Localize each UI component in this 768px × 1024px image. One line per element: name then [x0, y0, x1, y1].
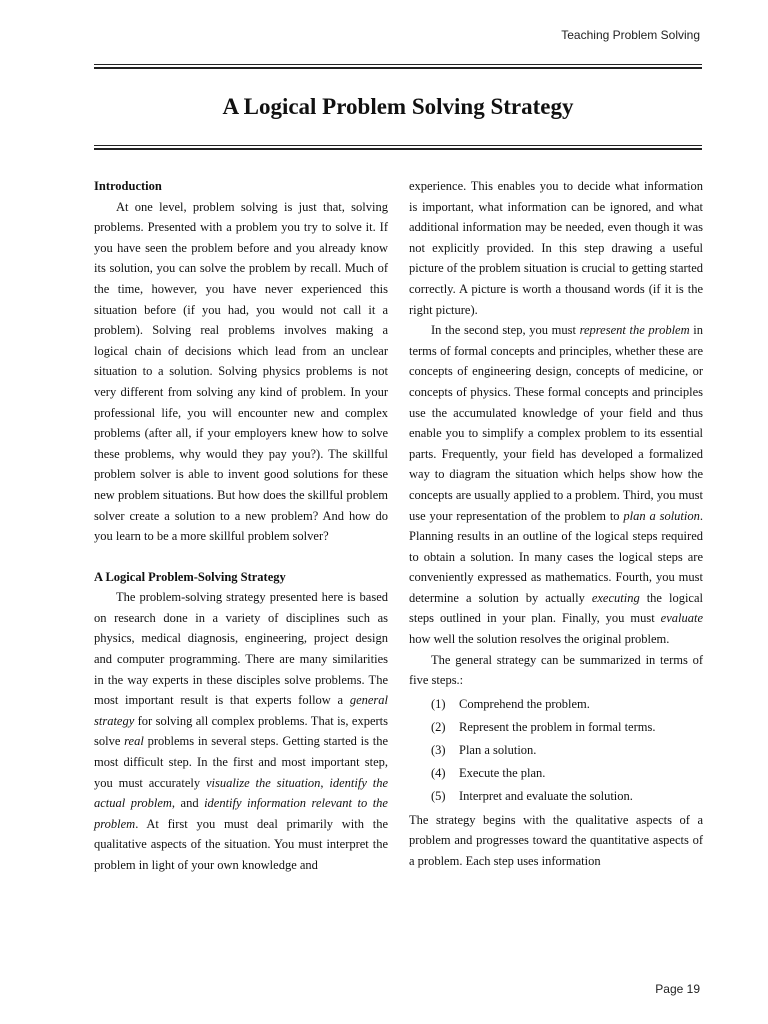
closing-paragraph: The strategy begins with the qualitative aspects of a problem and progresses toward the quantitative aspects of a problem. Each step uses information [409, 812, 703, 869]
text-run: in terms of formal concepts and principles, whether these are concepts of engineering design, concepts of medicine, or concepts of physics. These formal concepts and principles use the accumulated knowledge of your field and thus enable you to simplify a complex problem to its essential parts. Frequently, your field has developed a formalized way to diagram the situation which helps show how the concepts are usually applied to a problem. Third, you must use your representation of the problem to [409, 323, 703, 523]
page-title: A Logical Problem Solving Strategy [222, 94, 574, 119]
emphasis-visualize: visualize the situation [205, 775, 321, 790]
step-text: Execute the plan. [459, 765, 546, 780]
section-heading-introduction: Introduction [94, 179, 162, 193]
five-steps-list [409, 693, 703, 808]
step-text: Plan a solution. [459, 742, 537, 757]
emphasis-evaluate: evaluate [660, 611, 703, 626]
emphasis-real: real [124, 734, 144, 749]
emphasis-identify-problem: identify the actual problem [94, 775, 388, 811]
step-text: Represent the problem in formal terms. [459, 719, 656, 734]
second-step-paragraph [409, 320, 703, 650]
text-run: , [320, 775, 330, 790]
list-item [409, 762, 703, 785]
text-run: . Planning results in an outline of the logical steps required to obtain a solution. In many cases the logical steps are conveniently expressed as mathematics. Fourth, you must determine a solution by actually [409, 508, 703, 605]
summary-paragraph: The general strategy can be summarized in terms of five steps.: [409, 652, 703, 688]
emphasis-identify-information: identify information relevant to the problem [94, 796, 388, 831]
left-column [94, 176, 388, 876]
continued-paragraph: experience. This enables you to decide what information is important, what information can be ignored, and what additional information may be needed, even though it was not explicitly provided. In this step drawing a useful picture of the problem situation is crucial to getting started correctly. A picture is worth a thousand words (if it is the right picture). [409, 179, 703, 317]
strategy-paragraph [94, 587, 388, 875]
section-heading-strategy: A Logical Problem-Solving Strategy [94, 569, 286, 584]
list-item [409, 785, 703, 808]
step-number: (3) [431, 742, 446, 757]
page-number: Page 19 [655, 982, 700, 996]
emphasis-executing: executing [591, 590, 640, 605]
text-run: for solving all complex problems. That is, experts solve [94, 713, 388, 749]
section-spacer [94, 547, 388, 567]
top-double-rule [94, 64, 702, 69]
text-run: The problem-solving strategy presented here is based on research done in a variety of disciplines such as physics, medical diagnosis, engineering, project design and computer programming. There are many similarities in the way experts in these disciples solve problems. The most important result is that experts follow a [94, 590, 388, 708]
step-text: Comprehend the problem. [459, 696, 590, 711]
emphasis-represent: represent the problem [579, 323, 690, 338]
emphasis-general-strategy: general strategy [94, 693, 388, 728]
emphasis-plan: plan a solution [623, 508, 700, 523]
text-run: how well the solution resolves the original problem. [409, 632, 670, 647]
step-number: (4) [431, 765, 446, 780]
text-run: problems in several steps. Getting started is the most difficult step. In the first and most important step, you must accurately [94, 734, 388, 790]
list-item [409, 716, 703, 739]
step-number: (2) [431, 719, 446, 734]
introduction-paragraph: At one level, problem solving is just that, solving problems. Presented with a problem you try to solve it. If you have seen the problem before and you already know its solution, you can solve the problem by recall. Much of the time, however, you have never experienced this situation before (if you had, you would not call it a problem). Solving real problems involves making a logical chain of decisions which lead from an unclear situation to a solution. Solving physics problems is not very different from solving any kind of problem. In your professional life, you will encounter new and complex problems (after all, if your employers knew how to solve these problems, why would they pay you?). The skillful problem solver is able to invent good solutions for these new problem situations. But how does the skillful problem solver create a solution to a new problem? And how do you learn to be a more skillful problem solver? [94, 199, 388, 544]
text-run: . At first you must deal primarily with the qualitative aspects of the situation. You must interpret the problem in light of your own knowledge and [94, 816, 388, 872]
text-run: the logical steps outlined in your plan. Finally, you must [409, 590, 703, 626]
step-number: (1) [431, 696, 446, 711]
list-item [409, 693, 703, 716]
running-header: Teaching Problem Solving [561, 28, 700, 42]
title-underline-rule [94, 145, 702, 150]
step-number: (5) [431, 788, 446, 803]
list-item [409, 739, 703, 762]
text-run: In the second step, you must [431, 323, 580, 338]
text-run: , and [171, 796, 205, 811]
step-text: Interpret and evaluate the solution. [459, 788, 633, 803]
right-column [409, 176, 703, 872]
